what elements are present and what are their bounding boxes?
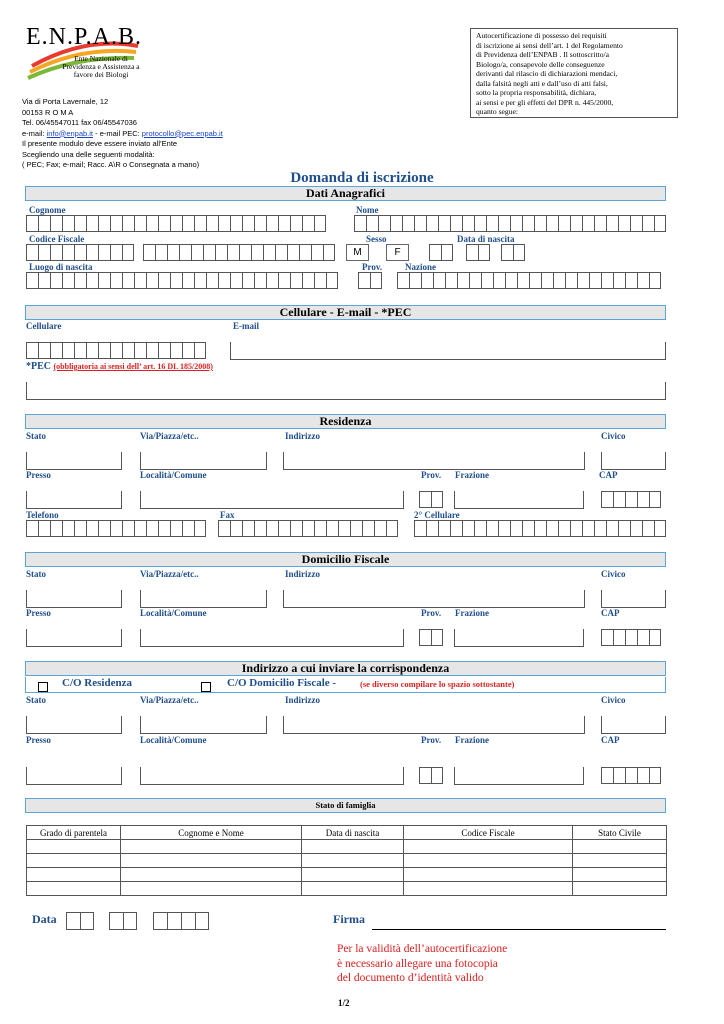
corrispondenza-note: (se diverso compilare lo spazio sottostante) — [360, 679, 515, 689]
section-header-corrispondenza: Indirizzo a cui inviare la corrispondenza — [25, 661, 666, 676]
validity-note — [337, 942, 507, 986]
label-indirizzo: Indirizzo — [285, 431, 320, 441]
logo-subtitle-1: Ente Nazionale di — [74, 54, 128, 63]
autocert-line: ai sensi e per gli effetti del DPR n. 445/2000, — [476, 97, 614, 107]
data-nascita-cells-c[interactable] — [501, 244, 525, 261]
famiglia-table — [26, 825, 667, 896]
corr-indirizzo-field[interactable] — [283, 716, 585, 734]
label-presso: Presso — [26, 735, 51, 745]
label-frazione: Frazione — [455, 735, 489, 745]
label-indirizzo: Indirizzo — [285, 695, 320, 705]
domicilio-stato-field[interactable] — [26, 590, 122, 608]
codice-fiscale-cells-b[interactable] — [143, 244, 335, 261]
label-presso: Presso — [26, 470, 51, 480]
label-telefono: Telefono — [26, 510, 59, 520]
corr-prov-cells[interactable] — [419, 767, 443, 784]
label-via: Via/Piazza/etc.. — [140, 569, 199, 579]
label-cognome: Cognome — [29, 205, 66, 215]
label-email: E-mail — [233, 321, 259, 331]
autocert-line: quanto segue: — [476, 107, 518, 116]
tel-fax: Tel. 06/45547011 fax 06/45547036 — [22, 118, 137, 127]
note-line-2: Scegliendo una delle seguenti modalità: — [22, 149, 155, 159]
autocert-line: Biologo/a, consapevole delle conseguenze — [476, 59, 605, 69]
page-number: 1/2 — [338, 998, 350, 1008]
checkbox-domicilio[interactable] — [201, 682, 211, 692]
data-cells-mm[interactable] — [109, 912, 137, 930]
email-field[interactable] — [230, 342, 666, 360]
label-civico: Civico — [601, 431, 626, 441]
col-header: Grado di parentela — [27, 826, 121, 840]
col-header: Stato Civile — [573, 826, 667, 840]
table-header-row — [27, 826, 667, 840]
section-header-residenza: Residenza — [25, 414, 666, 429]
pec-field[interactable] — [26, 382, 666, 400]
col-header: Data di nascita — [302, 826, 404, 840]
note-line-1: Il presente modulo deve essere inviato all’Ente — [22, 139, 178, 148]
domicilio-presso-field[interactable] — [26, 629, 122, 647]
autocert-line: Autocertificazione di possesso dei requisiti — [476, 31, 607, 40]
autocert-box — [470, 28, 678, 118]
city: 00153 R O M A — [22, 107, 74, 117]
autocert-line: di Previdenza dell’ENPAB . Il sottoscritto/a — [476, 50, 610, 59]
prov-cells[interactable] — [358, 272, 382, 289]
label-codice-fiscale: Codice Fiscale — [29, 234, 85, 244]
logo-subtitle-2: Previdenza e Assistenza a — [62, 62, 140, 71]
label-via: Via/Piazza/etc.. — [140, 695, 199, 705]
corr-cap-cells[interactable] — [601, 767, 661, 784]
section-header-famiglia: Stato di famiglia — [25, 798, 666, 813]
autocert-line: dalla falsità negli atti e dall’uso di atti falsi, — [476, 78, 608, 88]
label-sesso: Sesso — [366, 234, 387, 244]
label-prov: Prov. — [362, 262, 383, 272]
label-fax: Fax — [220, 510, 235, 520]
signature-line[interactable] — [372, 929, 666, 930]
email-link[interactable]: info@enpab.it — [46, 128, 94, 138]
label-stato: Stato — [26, 431, 46, 441]
corr-stato-field[interactable] — [26, 716, 122, 734]
corr-civico-field[interactable] — [601, 716, 666, 734]
label-civico: Civico — [601, 695, 626, 705]
label-via: Via/Piazza/etc.. — [140, 431, 199, 441]
label-presso: Presso — [26, 608, 51, 618]
codice-fiscale-cells-a[interactable] — [26, 244, 134, 261]
residenza-stato-field[interactable] — [26, 452, 122, 470]
sesso-f-box[interactable]: F — [386, 244, 409, 261]
col-header: Codice Fiscale — [404, 826, 573, 840]
email-line: e-mail: info@enpab.it - e-mail PEC: protocollo@pec.enpab.it — [22, 128, 223, 138]
label-localita: Località/Comune — [140, 608, 207, 618]
residenza-via-field[interactable] — [140, 452, 267, 470]
table-row[interactable] — [27, 868, 667, 882]
label-data-nascita: Data di nascita — [457, 234, 515, 244]
telefono-cells[interactable] — [26, 520, 206, 537]
label-prov: Prov. — [421, 608, 442, 618]
contact-block — [22, 97, 223, 171]
note-line-3: ( PEC; Fax; e-mail; Racc. A\R o Consegnata a mano) — [22, 160, 200, 169]
logo-title: E.N.P.A.B. — [26, 24, 143, 50]
domicilio-prov-cells[interactable] — [419, 629, 443, 646]
corr-frazione-field[interactable] — [454, 767, 584, 785]
label-cellulare2: 2° Cellulare — [414, 510, 460, 520]
label-prov: Prov. — [421, 735, 442, 745]
cellulare2-cells[interactable] — [414, 520, 666, 537]
domicilio-cap-cells[interactable] — [601, 629, 661, 646]
autocert-line: sotto la propria responsabilità, dichiara, — [476, 88, 597, 97]
option-residenza-label: C/O Residenza — [62, 677, 132, 689]
corrispondenza-options-row — [25, 677, 666, 693]
domicilio-indirizzo-field[interactable] — [283, 590, 585, 608]
label-pec: *PEC — [26, 361, 51, 372]
sesso-m-box[interactable]: M — [346, 244, 369, 261]
autocert-line: di iscrizione ai sensi dell’art. 1 del Regolamento — [476, 40, 623, 50]
fax-cells[interactable] — [218, 520, 398, 537]
validity-line: Per la validità dell’autocertificazione — [337, 943, 508, 955]
nome-cells[interactable] — [354, 215, 666, 232]
label-stato: Stato — [26, 569, 46, 579]
pec-required-note: (obbligatoria ai sensi dell’ art. 16 DL 185/2008) — [53, 362, 213, 371]
residenza-civico-field[interactable] — [601, 452, 666, 470]
corr-via-field[interactable] — [140, 716, 267, 734]
data-cells-yyyy[interactable] — [153, 912, 209, 930]
label-luogo-nascita: Luogo di nascita — [29, 262, 93, 272]
residenza-cap-cells[interactable] — [601, 491, 661, 508]
page-title: Domanda di iscrizione — [290, 170, 434, 186]
nazione-cells[interactable] — [397, 272, 661, 289]
table-row[interactable] — [27, 854, 667, 868]
label-cellulare: Cellulare — [26, 321, 62, 331]
label-frazione: Frazione — [455, 608, 489, 618]
domicilio-civico-field[interactable] — [601, 590, 666, 608]
domicilio-frazione-field[interactable] — [454, 629, 584, 647]
data-nascita-cells-b[interactable] — [466, 244, 490, 261]
label-stato: Stato — [26, 695, 46, 705]
label-civico: Civico — [601, 569, 626, 579]
domicilio-via-field[interactable] — [140, 590, 267, 608]
residenza-localita-field[interactable] — [140, 491, 404, 509]
residenza-presso-field[interactable] — [26, 491, 122, 509]
domicilio-localita-field[interactable] — [140, 629, 404, 647]
label-indirizzo: Indirizzo — [285, 569, 320, 579]
validity-line: è necessario allegare una fotocopia — [337, 957, 498, 970]
corr-presso-field[interactable] — [26, 767, 122, 785]
validity-line: del documento d’identità valido — [337, 972, 484, 984]
option-domicilio-label: C/O Domicilio Fiscale - — [227, 677, 337, 689]
address: Via di Porta Lavernale, 12 — [22, 97, 109, 106]
label-firma: Firma — [333, 912, 365, 926]
section-header-anagrafici: Dati Anagrafici — [25, 186, 666, 201]
label-nome: Nome — [356, 205, 379, 215]
label-data: Data — [32, 912, 57, 926]
label-cap: CAP — [601, 608, 620, 618]
corr-localita-field[interactable] — [140, 767, 404, 785]
enpab-logo — [26, 26, 144, 80]
label-cap: CAP — [601, 735, 620, 745]
label-nazione: Nazione — [405, 262, 436, 272]
table-row[interactable] — [27, 840, 667, 854]
logo-subtitle-3: favore dei Biologi — [73, 70, 129, 79]
autocert-line: derivanti dal rilascio di dichiarazioni mendaci, — [476, 69, 618, 78]
residenza-indirizzo-field[interactable] — [283, 452, 585, 470]
label-localita: Località/Comune — [140, 735, 207, 745]
label-cap: CAP — [599, 470, 618, 480]
pec-link[interactable]: protocollo@pec.enpab.it — [141, 128, 223, 138]
section-header-contatti: Cellulare - E-mail - *PEC — [25, 305, 666, 320]
pec-label-row — [26, 361, 213, 372]
data-cells-dd[interactable] — [66, 912, 94, 930]
col-header: Cognome e Nome — [121, 826, 302, 840]
section-header-domicilio: Domicilio Fiscale — [25, 552, 666, 567]
label-prov: Prov. — [421, 470, 442, 480]
data-nascita-cells-a[interactable] — [429, 244, 453, 261]
cognome-cells[interactable] — [26, 215, 326, 232]
label-localita: Località/Comune — [140, 470, 207, 480]
table-row[interactable] — [27, 882, 667, 896]
label-frazione: Frazione — [455, 470, 489, 480]
cellulare-cells[interactable] — [26, 342, 206, 359]
luogo-nascita-cells[interactable] — [26, 272, 338, 289]
residenza-prov-cells[interactable] — [419, 491, 443, 508]
residenza-frazione-field[interactable] — [454, 491, 584, 509]
checkbox-residenza[interactable] — [38, 682, 48, 692]
